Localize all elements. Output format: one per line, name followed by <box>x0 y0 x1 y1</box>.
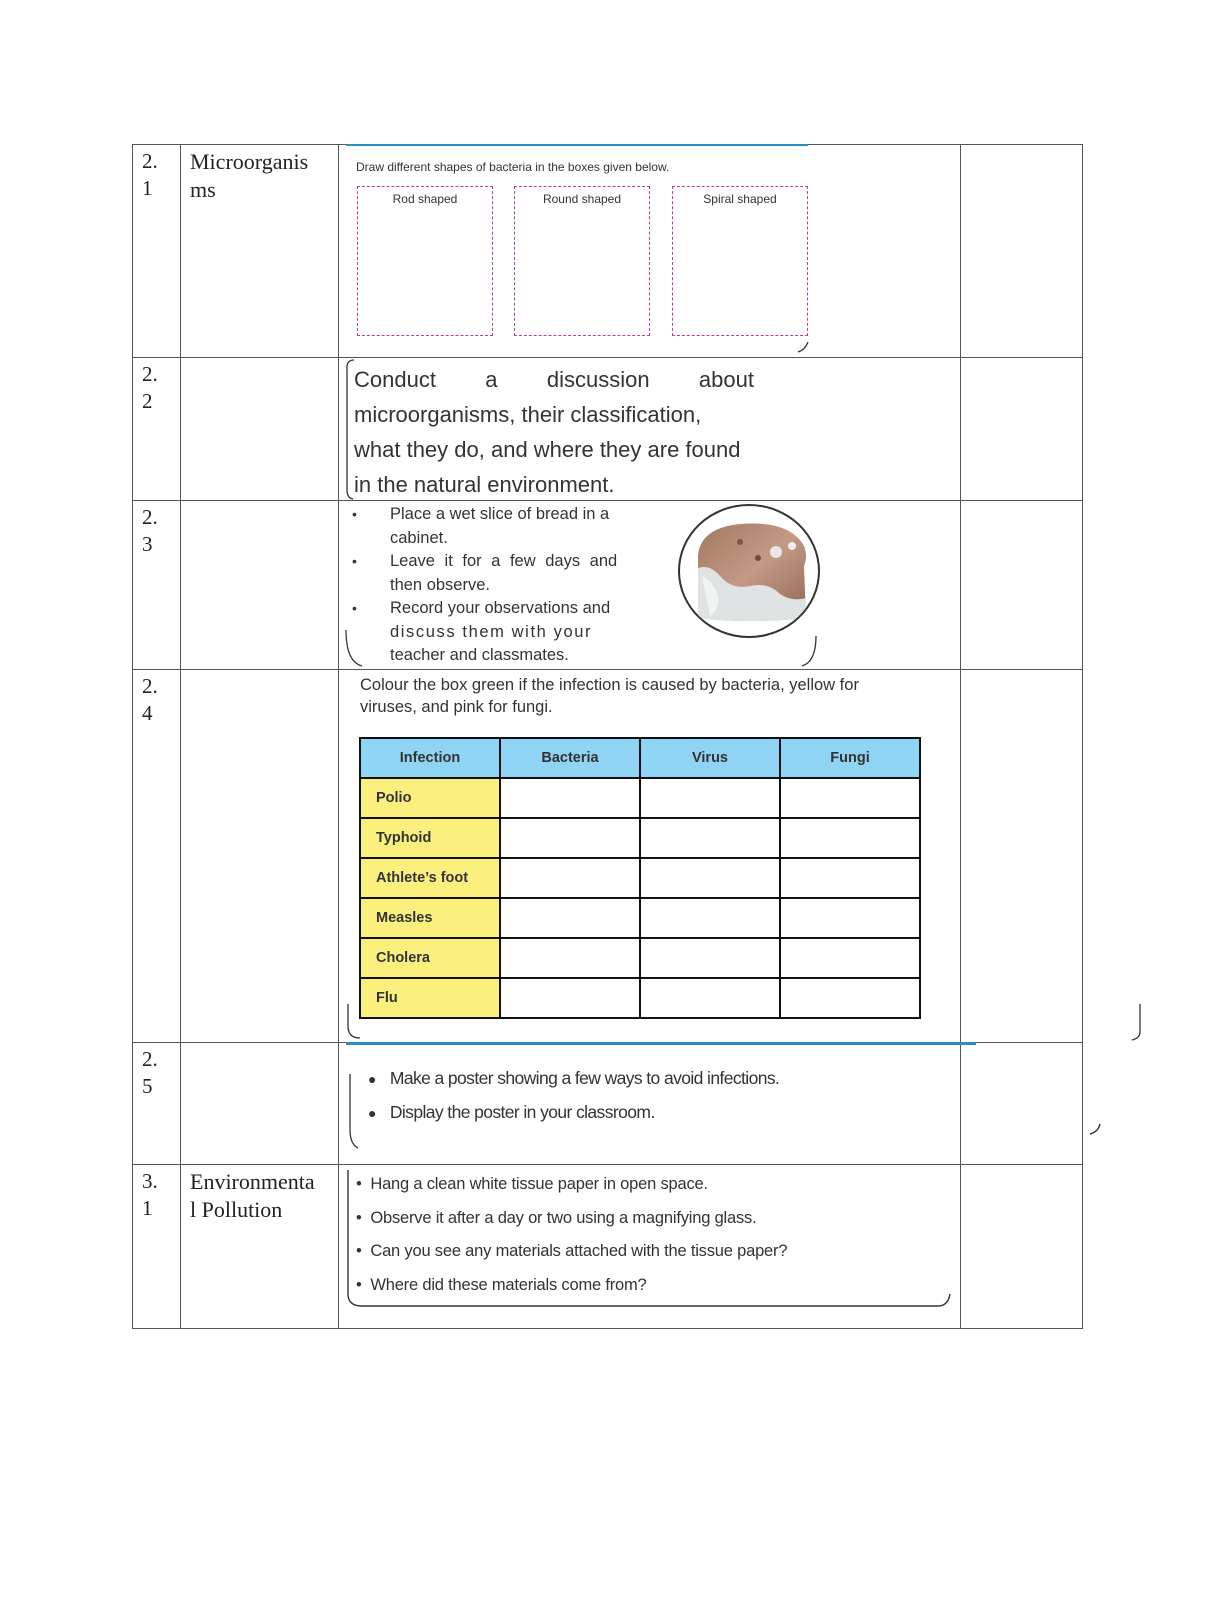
colour-cell[interactable] <box>780 778 920 818</box>
moldy-bread-image <box>678 504 820 638</box>
colour-cell[interactable] <box>640 938 780 978</box>
discussion-text <box>354 362 754 502</box>
topic-title: Microorganis ms <box>190 149 309 202</box>
text-line: cabinet. <box>390 528 448 547</box>
colour-cell[interactable] <box>780 858 920 898</box>
table-row <box>360 778 920 818</box>
table-header-row <box>360 738 920 778</box>
header-virus: Virus <box>640 738 780 778</box>
lesson-table <box>132 144 1083 1329</box>
row-divider <box>132 1164 1083 1165</box>
list-item-text: Can you see any materials attached with the tissue paper? <box>370 1242 788 1260</box>
word: about <box>698 367 754 392</box>
panel-frame <box>344 1044 1104 1164</box>
colour-cell[interactable] <box>500 778 640 818</box>
bullet-icon: • <box>352 600 357 616</box>
colour-cell[interactable] <box>640 778 780 818</box>
header-bacteria: Bacteria <box>500 738 640 778</box>
text-line: in the natural environment. <box>354 472 615 497</box>
topic-title: Environmenta l Pollution <box>190 1169 315 1222</box>
column-divider <box>338 144 339 1329</box>
colour-cell[interactable] <box>780 818 920 858</box>
panel-frame <box>344 1004 1220 1044</box>
box-label: Rod shaped <box>392 192 458 206</box>
text-line: Leave it for a few days and <box>390 552 618 570</box>
header-fungi: Fungi <box>780 738 920 778</box>
table-row <box>360 898 920 938</box>
panel-bracket <box>344 628 364 668</box>
colour-cell[interactable] <box>640 898 780 938</box>
list-item-text: Observe it after a day or two using a magnifying glass. <box>370 1208 757 1227</box>
bullet-icon: ● <box>368 1105 376 1121</box>
colour-cell[interactable] <box>500 858 640 898</box>
bullet-icon: • <box>352 553 357 569</box>
infection-instructions <box>360 674 935 718</box>
round-shaped-box[interactable] <box>514 186 650 336</box>
bullet-icon: • <box>352 506 357 522</box>
spiral-shaped-box[interactable] <box>672 186 808 336</box>
bullet-icon: ● <box>368 1071 376 1087</box>
table-border-left <box>132 144 133 1329</box>
text-line: Record your observations and <box>390 599 611 617</box>
row-number: 2. 1 <box>142 149 158 200</box>
row-number: 2. 5 <box>142 1047 158 1098</box>
list-item: • Observe it after a day or two using a magnifying glass. <box>356 1208 757 1227</box>
bread-illustration <box>680 506 818 636</box>
text-line: viruses, and pink for fungi. <box>360 698 553 716</box>
word: Conduct <box>354 367 436 392</box>
text-line <box>354 362 754 397</box>
list-item-text: Hang a clean white tissue paper in open space. <box>370 1175 708 1193</box>
box-label: Spiral shaped <box>703 192 777 206</box>
list-item: • Where did these materials come from? <box>356 1275 647 1294</box>
colour-cell[interactable] <box>640 818 780 858</box>
panel-corner-decoration <box>800 634 820 668</box>
list-item-text: Make a poster showing a few ways to avoid infections. <box>389 1068 780 1088</box>
list-item <box>390 503 609 550</box>
text-line: Place a wet slice of bread in a <box>390 505 610 523</box>
text-line: Colour the box green if the infection is caused by bacteria, yellow for <box>360 676 859 694</box>
panel-corner-decoration <box>796 340 812 354</box>
infection-name: Athlete’s foot <box>360 858 500 898</box>
colour-cell[interactable] <box>500 938 640 978</box>
infection-name: Flu <box>360 978 500 1018</box>
infection-name: Typhoid <box>360 818 500 858</box>
word: discussion <box>546 367 650 392</box>
colour-cell[interactable] <box>780 938 920 978</box>
list-item-text: Display the poster in your classroom. <box>389 1102 655 1122</box>
panel-frame <box>344 1166 956 1326</box>
row-number: 2. 2 <box>142 362 158 413</box>
row-number: 2. 4 <box>142 674 158 725</box>
infection-name: Measles <box>360 898 500 938</box>
column-divider <box>180 144 181 1329</box>
row-number: 3. 1 <box>142 1169 158 1220</box>
list-item-text: Where did these materials come from? <box>370 1275 647 1294</box>
table-row <box>360 858 920 898</box>
accent-line <box>346 144 808 146</box>
text-line: discuss them with your <box>390 622 593 641</box>
list-item: • Hang a clean white tissue paper in open space. <box>356 1175 708 1193</box>
list-item <box>390 597 610 668</box>
box-label: Round shaped <box>542 192 622 206</box>
word: a <box>485 367 498 392</box>
list-item: • Can you see any materials attached with the tissue paper? <box>356 1242 788 1260</box>
table-row <box>360 818 920 858</box>
text-line: then observe. <box>390 575 490 594</box>
row-divider <box>132 357 1083 358</box>
rod-shaped-box[interactable] <box>357 186 493 336</box>
table-row <box>360 938 920 978</box>
list-item <box>390 550 617 597</box>
table-border-bottom <box>132 1328 1083 1329</box>
infection-name: Polio <box>360 778 500 818</box>
colour-cell[interactable] <box>500 818 640 858</box>
colour-cell[interactable] <box>640 858 780 898</box>
row-number: 2. 3 <box>142 505 158 556</box>
header-infection: Infection <box>360 738 500 778</box>
text-line: teacher and classmates. <box>390 646 569 664</box>
colour-cell[interactable] <box>780 898 920 938</box>
infection-table <box>359 737 921 1019</box>
activity-instruction: Draw different shapes of bacteria in the boxes given below. <box>356 160 670 174</box>
text-line: what they do, and where they are found <box>354 437 741 462</box>
infection-name: Cholera <box>360 938 500 978</box>
colour-cell[interactable] <box>500 898 640 938</box>
text-line: microorganisms, their classification, <box>354 402 702 427</box>
